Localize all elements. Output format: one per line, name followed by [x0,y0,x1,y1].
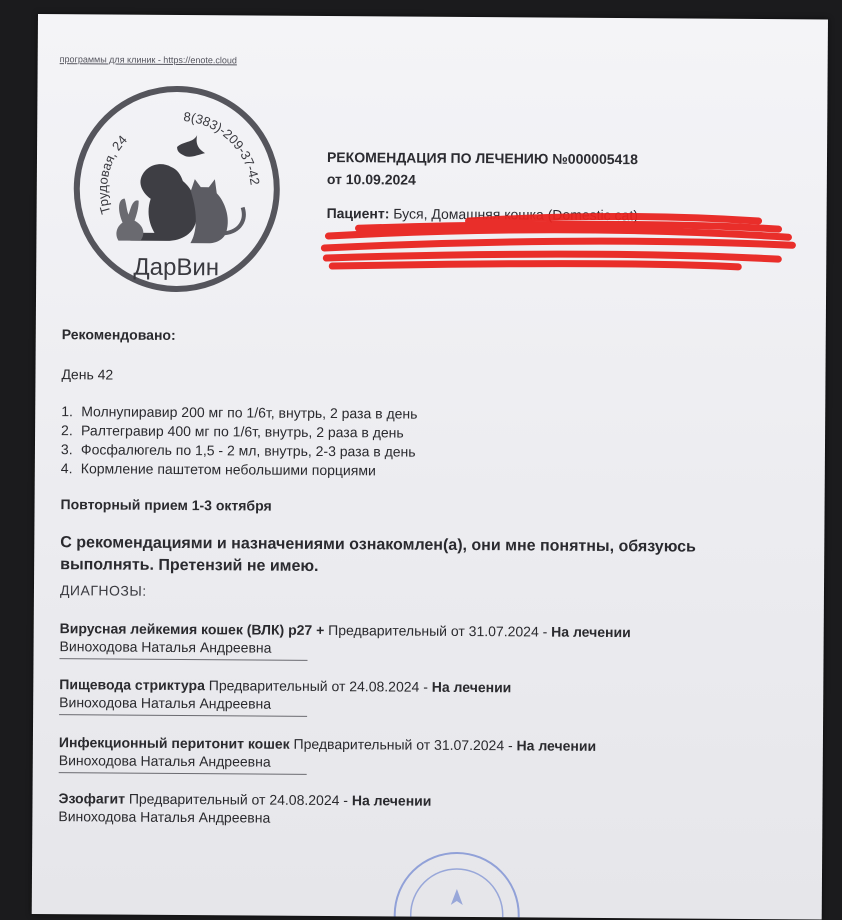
patient-value: Буся, Домашняя кошка (Domestic cat) [393,205,638,224]
animals-icon [116,135,244,244]
stamp-icon [382,844,533,919]
logo-name: ДарВин [133,253,220,282]
diagnosis-entry [58,790,431,829]
divider [59,658,307,661]
diagnosis-entry [59,620,630,663]
diagnosis-name: Эзофагит [58,790,126,807]
diagnosis-detail: Предварительный от 31.07.2024 - [289,735,517,754]
diagnosis-status: На лечении [551,623,631,641]
doctor-name: Виноходова Наталья Андреевна [58,752,271,770]
divider [59,714,307,717]
clinic-logo [70,82,283,295]
diagnosis-status: На лечении [516,737,597,754]
diagnosis-detail: Предварительный от 31.07.2024 - [324,622,552,640]
diagnosis-name: Пищевода стриктура [59,676,205,694]
logo-phone: 8(383)-209-37-42 [182,108,263,186]
diagnosis-status: На лечении [431,678,512,696]
document-header [327,146,638,192]
diagnosis-name: Инфекционный перитонит кошек [58,734,290,752]
diagnosis-detail: Предварительный от 24.08.2024 - [124,790,352,809]
document-page [32,14,828,919]
redaction-marks [318,206,798,279]
logo-address: Трудовая, 24 [94,132,130,216]
document-date: от 10.09.2024 [326,171,416,188]
document-title: РЕКОМЕНДАЦИЯ ПО ЛЕЧЕНИЮ №000005418 [326,149,638,168]
diagnoses-title: ДИАГНОЗЫ: [59,582,147,599]
doctor-name: Виноходова Наталья Андреевна [58,808,271,826]
patient-label: Пациент: [326,205,390,222]
diagnosis-status: На лечении [351,792,432,809]
diagnosis-entry [59,676,511,718]
divider [59,772,307,775]
list-item: 1. Молнупиравир 200 мг по 1/6т, внутрь, 2 раза в день [61,403,418,422]
diagnosis-detail: Предварительный от 24.08.2024 - [204,677,432,695]
acknowledgement-text: С рекомендациями и назначениями ознакомлен(а), они мне понятны, обязуюсь выполнять. Претензий не имею. [60,534,696,575]
treatment-day: День 42 [61,366,114,383]
doctor-name: Виноходова Наталья Андреевна [59,694,272,712]
list-item: 4. Кормление паштетом небольшими порциями [60,460,376,479]
recommendations-heading: Рекомендовано: [61,326,176,343]
header-link[interactable]: программы для клиник - https://enote.cloud [59,54,237,66]
recommendations-list [61,402,418,480]
diagnosis-entry [59,734,596,777]
diagnosis-name: Вирусная лейкемия кошек (ВЛК) р27 + [59,620,325,639]
followup-visit: Повторный прием 1-3 октября [60,496,272,514]
logo-emblem [70,82,283,295]
doctor-name: Виноходова Наталья Андреевна [59,638,272,656]
list-item: 3. Фосфалюгель по 1,5 - 2 мл, внутрь, 2-3 раза в день [60,441,416,460]
list-item: 2. Ралтегравир 400 мг по 1/6т, внутрь, 2 раза в день [61,422,404,441]
